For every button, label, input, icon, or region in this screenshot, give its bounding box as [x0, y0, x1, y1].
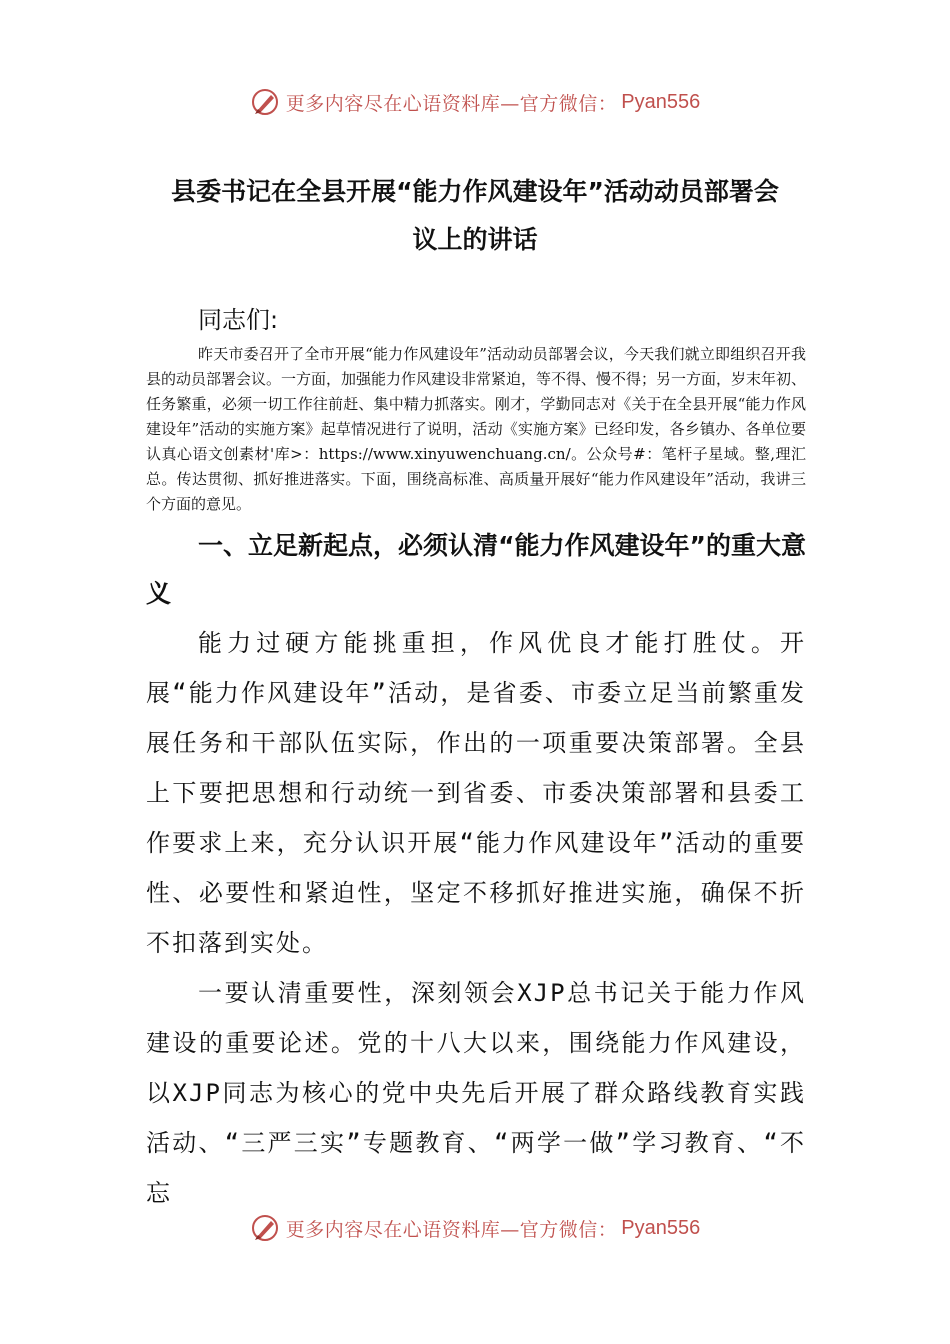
- pen-nib-icon: [250, 87, 280, 117]
- watermark-banner-top: [0, 82, 950, 122]
- watermark-text: 更多内容尽在心语资料库—官方微信：: [285, 92, 618, 115]
- watermark-banner-bottom: [0, 1208, 950, 1248]
- intro-paragraph: 昨天市委召开了全市开展“能力作风建设年”活动动员部署会议，今天我们就立即组织召开我县的动员部署会议。一方面，加强能力作风建设非常紧迫，等不得、慢不得；另一方面，岁末年初、任务繁重，必须一切工作往前赶、集中精力抓落实。刚才，学勤同志对《关于在全县开展“能力作风建设年”活动的实施方案》起草情况进行了说明，活动《实施方案》已经印发，各乡镇办、各单位要认真心语文创素材'库>：https://www.xinyuwenchuang.cn/。公众号#：笔杆子星域。整,理汇总。传达贯彻、抓好推进落实。下面，围绕高标准、高质量开展好“能力作风建设年”活动，我讲三个方面的意见。: [146, 345, 807, 513]
- watermark-wechat-id: Pyan556: [621, 1216, 701, 1239]
- body-paragraph-2: 一要认清重要性，深刻领会XJP总书记关于能力作风建设的重要论述。党的十八大以来，围绕能力作风建设，以XJP同志为核心的党中央先后开展了群众路线教育实践活动、“三严三实”专题教育、“两学一做”学习教育、“不忘: [146, 979, 806, 1207]
- body-paragraph-1: 能力过硬方能挑重担，作风优良才能打胜仗。开展“能力作风建设年”活动，是省委、市委立足当前繁重发展任务和干部队伍实际，作出的一项重要决策部署。全县上下要把思想和行动统一到省委、市委决策部署和县委工作要求上来，充分认识开展“能力作风建设年”活动的重要性、必要性和紧迫性，坚定不移抓好推进实施，确保不折不扣落到实处。: [146, 629, 806, 957]
- watermark-wechat-id: Pyan556: [621, 90, 701, 113]
- document-title-line2: 议上的讲话: [412, 225, 538, 254]
- watermark-text: 更多内容尽在心语资料库—官方微信：: [285, 1218, 618, 1241]
- section-heading-1: 一、立足新起点，必须认清“能力作风建设年”的重大意义: [146, 531, 806, 608]
- salutation: 同志们:: [198, 306, 279, 334]
- pen-nib-icon: [250, 1213, 280, 1243]
- document-title-line1: 县委书记在全县开展“能力作风建设年”活动动员部署会: [171, 177, 779, 206]
